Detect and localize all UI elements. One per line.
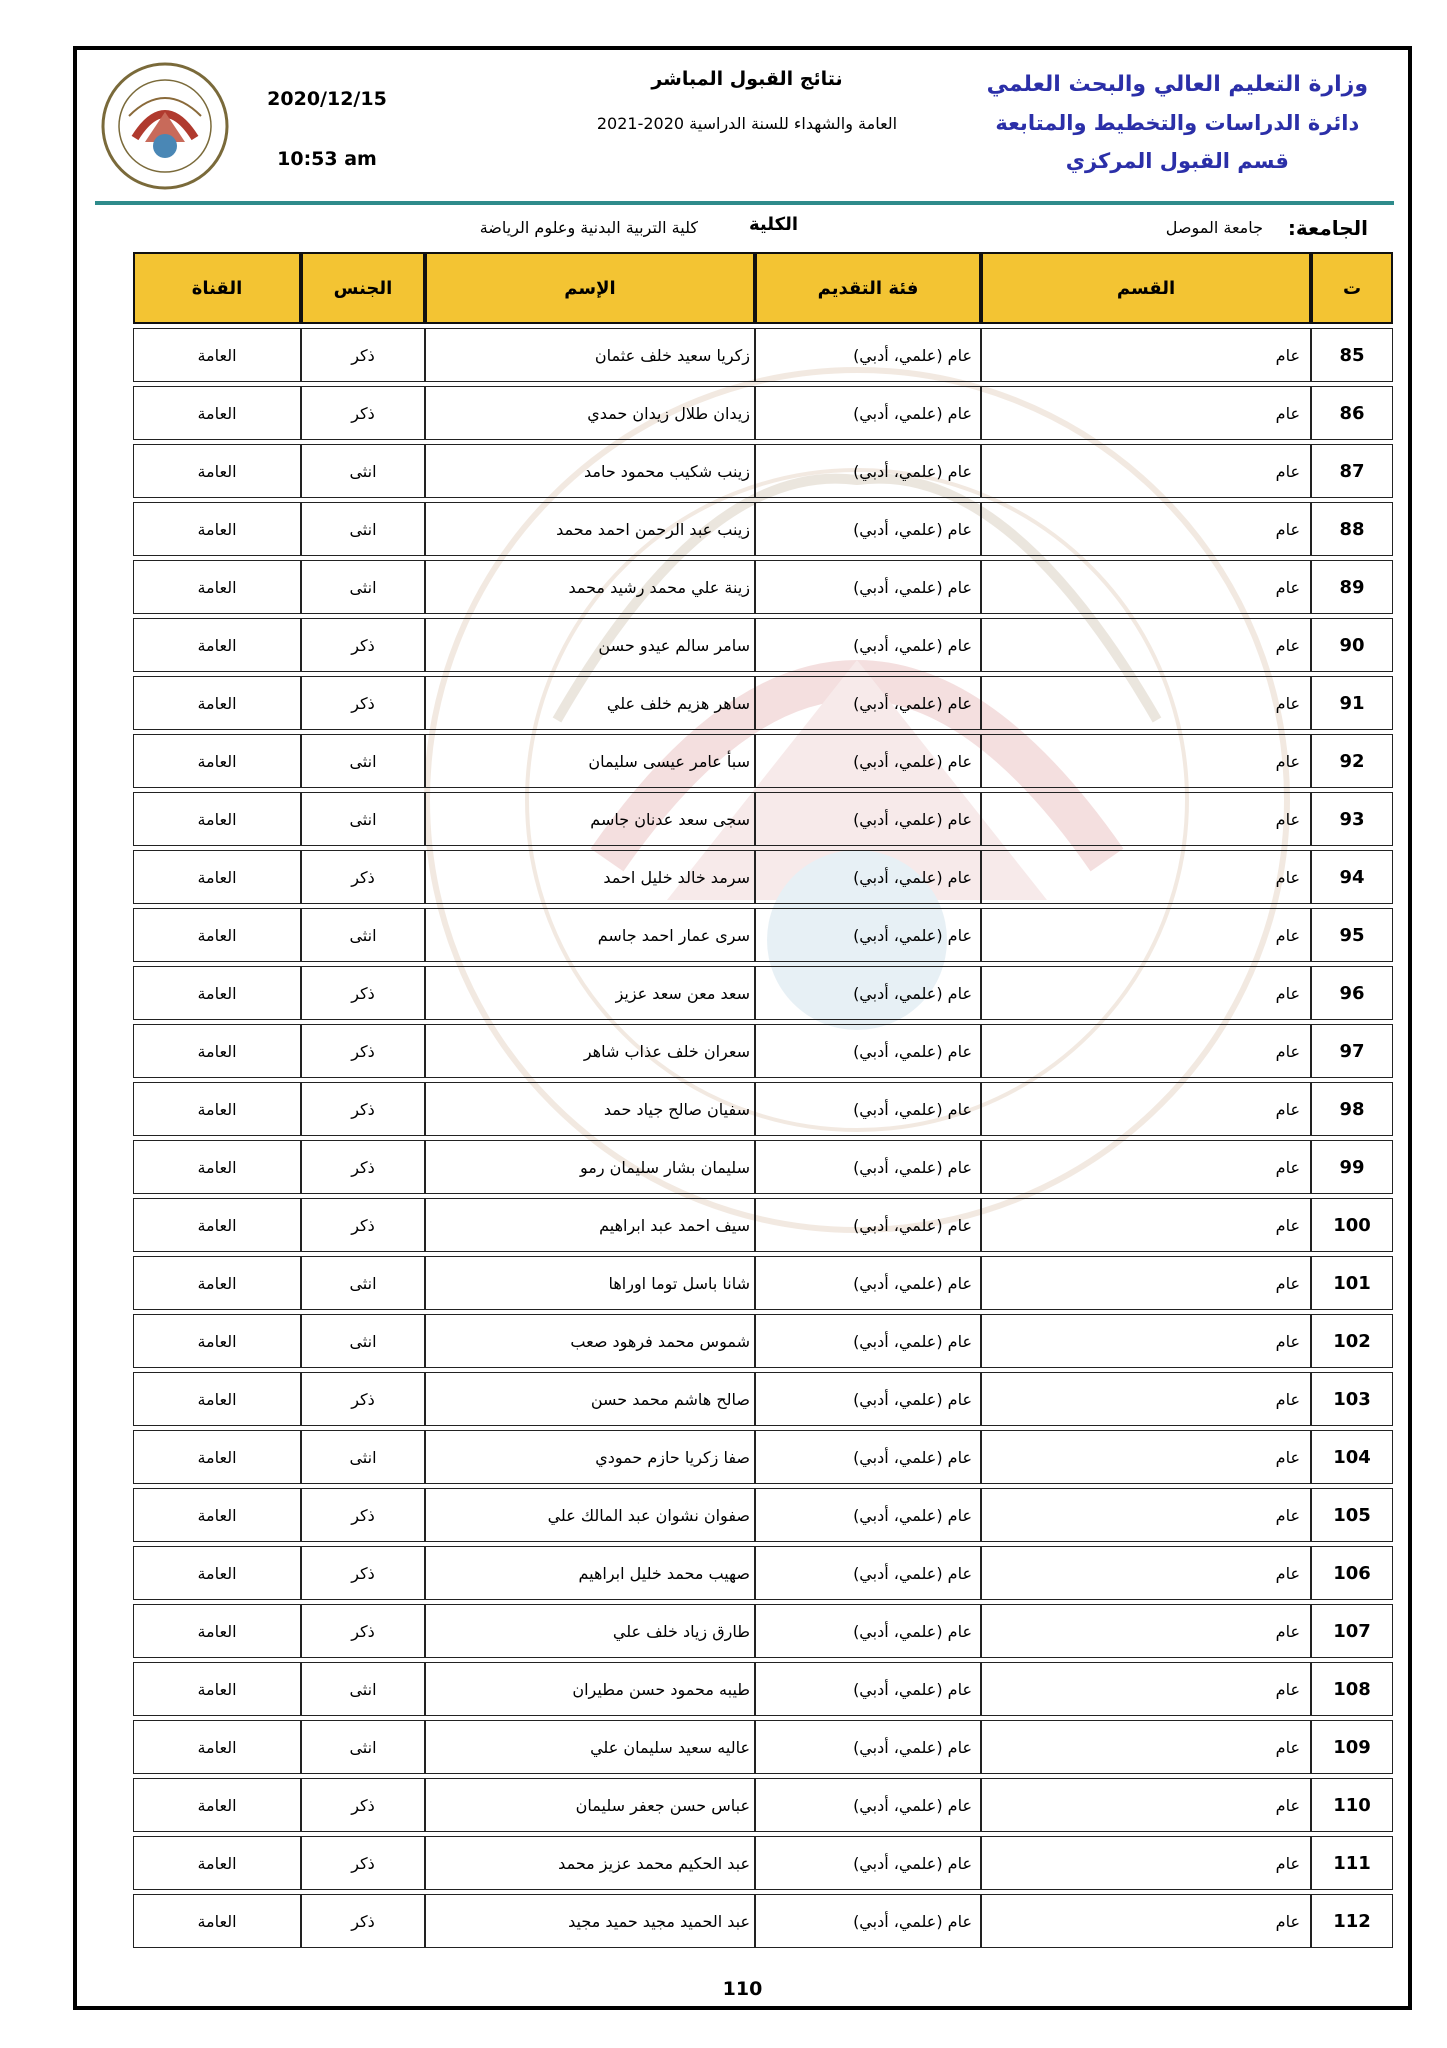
table-row bbox=[133, 1662, 1393, 1716]
student-name-cell: زكريا سعيد خلف عثمان bbox=[425, 328, 755, 382]
gender-cell: ذكر bbox=[301, 1372, 425, 1426]
table-row bbox=[133, 1894, 1393, 1948]
gender-cell: انثى bbox=[301, 444, 425, 498]
table-row bbox=[133, 792, 1393, 846]
table-row bbox=[133, 328, 1393, 382]
row-number: 107 bbox=[1311, 1604, 1393, 1658]
channel-cell: العامة bbox=[133, 908, 301, 962]
gender-cell: ذكر bbox=[301, 1836, 425, 1890]
channel-cell: العامة bbox=[133, 1546, 301, 1600]
student-name-cell: زينة علي محمد رشيد محمد bbox=[425, 560, 755, 614]
department-cell: عام bbox=[981, 618, 1311, 672]
student-name-cell: صفوان نشوان عبد المالك علي bbox=[425, 1488, 755, 1542]
row-number: 108 bbox=[1311, 1662, 1393, 1716]
university-label: الجامعة: bbox=[1287, 216, 1368, 240]
category-cell: عام (علمي، أدبي) bbox=[755, 1314, 981, 1368]
department-cell: عام bbox=[981, 966, 1311, 1020]
category-cell: عام (علمي، أدبي) bbox=[755, 618, 981, 672]
table-row bbox=[133, 1488, 1393, 1542]
category-cell: عام (علمي، أدبي) bbox=[755, 1488, 981, 1542]
gender-cell: انثى bbox=[301, 908, 425, 962]
category-cell: عام (علمي، أدبي) bbox=[755, 1836, 981, 1890]
department-cell: عام bbox=[981, 1604, 1311, 1658]
print-time: 10:53 am bbox=[277, 148, 377, 170]
student-name-cell: سعد معن سعد عزيز bbox=[425, 966, 755, 1020]
department-cell: عام bbox=[981, 676, 1311, 730]
college-label: الكلية bbox=[748, 214, 798, 235]
gender-cell: انثى bbox=[301, 734, 425, 788]
channel-cell: العامة bbox=[133, 444, 301, 498]
category-cell: عام (علمي، أدبي) bbox=[755, 1720, 981, 1774]
row-number: 88 bbox=[1311, 502, 1393, 556]
col-header-gender: الجنس bbox=[301, 252, 425, 324]
department-name: قسم القبول المركزي bbox=[1065, 149, 1289, 173]
channel-cell: العامة bbox=[133, 1082, 301, 1136]
col-header-num: ت bbox=[1311, 252, 1393, 324]
table-row bbox=[133, 734, 1393, 788]
college-value: كلية التربية البدنية وعلوم الرياضة bbox=[479, 218, 698, 237]
table-row bbox=[133, 1314, 1393, 1368]
department-cell: عام bbox=[981, 850, 1311, 904]
table-row bbox=[133, 850, 1393, 904]
row-number: 106 bbox=[1311, 1546, 1393, 1600]
table-row bbox=[133, 1430, 1393, 1484]
table-row bbox=[133, 1778, 1393, 1832]
student-name-cell: طيبه محمود حسن مطيران bbox=[425, 1662, 755, 1716]
category-cell: عام (علمي، أدبي) bbox=[755, 966, 981, 1020]
header-divider bbox=[95, 201, 1394, 205]
gender-cell: ذكر bbox=[301, 966, 425, 1020]
department-cell: عام bbox=[981, 1488, 1311, 1542]
channel-cell: العامة bbox=[133, 618, 301, 672]
table-row bbox=[133, 560, 1393, 614]
channel-cell: العامة bbox=[133, 560, 301, 614]
channel-cell: العامة bbox=[133, 1662, 301, 1716]
department-cell: عام bbox=[981, 1546, 1311, 1600]
category-cell: عام (علمي، أدبي) bbox=[755, 1256, 981, 1310]
table-row bbox=[133, 1372, 1393, 1426]
student-name-cell: طارق زياد خلف علي bbox=[425, 1604, 755, 1658]
document-header bbox=[77, 50, 1408, 200]
student-name-cell: عاليه سعيد سليمان علي bbox=[425, 1720, 755, 1774]
channel-cell: العامة bbox=[133, 1778, 301, 1832]
table-header-row bbox=[133, 252, 1393, 324]
gender-cell: ذكر bbox=[301, 1024, 425, 1078]
channel-cell: العامة bbox=[133, 1836, 301, 1890]
department-cell: عام bbox=[981, 1140, 1311, 1194]
student-name-cell: سفيان صالح جياد حمد bbox=[425, 1082, 755, 1136]
department-cell: عام bbox=[981, 1894, 1311, 1948]
category-cell: عام (علمي، أدبي) bbox=[755, 328, 981, 382]
table-row bbox=[133, 386, 1393, 440]
student-name-cell: سيف احمد عبد ابراهيم bbox=[425, 1198, 755, 1252]
category-cell: عام (علمي، أدبي) bbox=[755, 560, 981, 614]
category-cell: عام (علمي، أدبي) bbox=[755, 1662, 981, 1716]
row-number: 94 bbox=[1311, 850, 1393, 904]
student-name-cell: زيدان طلال زيدان حمدي bbox=[425, 386, 755, 440]
student-name-cell: شانا باسل توما اوراها bbox=[425, 1256, 755, 1310]
category-cell: عام (علمي، أدبي) bbox=[755, 386, 981, 440]
department-cell: عام bbox=[981, 1778, 1311, 1832]
category-cell: عام (علمي، أدبي) bbox=[755, 908, 981, 962]
col-header-name: الإسم bbox=[425, 252, 755, 324]
category-cell: عام (علمي، أدبي) bbox=[755, 1430, 981, 1484]
gender-cell: انثى bbox=[301, 1256, 425, 1310]
row-number: 110 bbox=[1311, 1778, 1393, 1832]
channel-cell: العامة bbox=[133, 1314, 301, 1368]
col-header-channel: القناة bbox=[133, 252, 301, 324]
date-block bbox=[252, 88, 402, 170]
row-number: 92 bbox=[1311, 734, 1393, 788]
university-value: جامعة الموصل bbox=[1165, 218, 1263, 237]
info-row bbox=[77, 210, 1408, 250]
category-cell: عام (علمي، أدبي) bbox=[755, 502, 981, 556]
gender-cell: ذكر bbox=[301, 1604, 425, 1658]
table-row bbox=[133, 502, 1393, 556]
channel-cell: العامة bbox=[133, 1894, 301, 1948]
category-cell: عام (علمي، أدبي) bbox=[755, 1372, 981, 1426]
row-number: 112 bbox=[1311, 1894, 1393, 1948]
student-name-cell: سليمان بشار سليمان رمو bbox=[425, 1140, 755, 1194]
channel-cell: العامة bbox=[133, 676, 301, 730]
department-cell: عام bbox=[981, 502, 1311, 556]
row-number: 99 bbox=[1311, 1140, 1393, 1194]
student-name-cell: سرمد خالد خليل احمد bbox=[425, 850, 755, 904]
student-name-cell: سجى سعد عدنان جاسم bbox=[425, 792, 755, 846]
page-subtitle: العامة والشهداء للسنة الدراسية 2020-2021 bbox=[596, 114, 898, 133]
ministry-logo bbox=[99, 60, 231, 192]
department-cell: عام bbox=[981, 1836, 1311, 1890]
row-number: 109 bbox=[1311, 1720, 1393, 1774]
col-header-category: فئة التقديم bbox=[755, 252, 981, 324]
category-cell: عام (علمي، أدبي) bbox=[755, 734, 981, 788]
channel-cell: العامة bbox=[133, 1372, 301, 1426]
student-name-cell: صهيب محمد خليل ابراهيم bbox=[425, 1546, 755, 1600]
row-number: 102 bbox=[1311, 1314, 1393, 1368]
department-cell: عام bbox=[981, 734, 1311, 788]
table-row bbox=[133, 1836, 1393, 1890]
gender-cell: ذكر bbox=[301, 618, 425, 672]
table-row bbox=[133, 1082, 1393, 1136]
table-row bbox=[133, 1546, 1393, 1600]
gender-cell: انثى bbox=[301, 1662, 425, 1716]
channel-cell: العامة bbox=[133, 966, 301, 1020]
gender-cell: انثى bbox=[301, 1720, 425, 1774]
table-row bbox=[133, 676, 1393, 730]
row-number: 95 bbox=[1311, 908, 1393, 962]
gender-cell: ذكر bbox=[301, 1198, 425, 1252]
student-name-cell: عباس حسن جعفر سليمان bbox=[425, 1778, 755, 1832]
row-number: 103 bbox=[1311, 1372, 1393, 1426]
category-cell: عام (علمي، أدبي) bbox=[755, 676, 981, 730]
row-number: 111 bbox=[1311, 1836, 1393, 1890]
page-title: نتائج القبول المباشر bbox=[651, 68, 843, 90]
row-number: 89 bbox=[1311, 560, 1393, 614]
table-row bbox=[133, 1604, 1393, 1658]
student-name-cell: زينب عبد الرحمن احمد محمد bbox=[425, 502, 755, 556]
category-cell: عام (علمي، أدبي) bbox=[755, 1546, 981, 1600]
page-frame bbox=[73, 46, 1412, 2010]
category-cell: عام (علمي، أدبي) bbox=[755, 1778, 981, 1832]
department-cell: عام bbox=[981, 560, 1311, 614]
category-cell: عام (علمي، أدبي) bbox=[755, 850, 981, 904]
department-cell: عام bbox=[981, 1662, 1311, 1716]
title-block bbox=[547, 68, 947, 133]
gender-cell: ذكر bbox=[301, 1778, 425, 1832]
row-number: 101 bbox=[1311, 1256, 1393, 1310]
channel-cell: العامة bbox=[133, 850, 301, 904]
channel-cell: العامة bbox=[133, 328, 301, 382]
student-name-cell: صفا زكريا حازم حمودي bbox=[425, 1430, 755, 1484]
row-number: 87 bbox=[1311, 444, 1393, 498]
ministry-block bbox=[987, 66, 1368, 180]
department-cell: عام bbox=[981, 1430, 1311, 1484]
student-name-cell: شموس محمد فرهود صعب bbox=[425, 1314, 755, 1368]
department-cell: عام bbox=[981, 444, 1311, 498]
row-number: 97 bbox=[1311, 1024, 1393, 1078]
page-number: 110 bbox=[722, 1978, 763, 2000]
category-cell: عام (علمي، أدبي) bbox=[755, 1140, 981, 1194]
directorate-name: دائرة الدراسات والتخطيط والمتابعة bbox=[995, 111, 1360, 135]
table-row bbox=[133, 1198, 1393, 1252]
department-cell: عام bbox=[981, 1198, 1311, 1252]
student-name-cell: سامر سالم عيدو حسن bbox=[425, 618, 755, 672]
gender-cell: ذكر bbox=[301, 676, 425, 730]
gender-cell: انثى bbox=[301, 1314, 425, 1368]
department-cell: عام bbox=[981, 1720, 1311, 1774]
row-number: 105 bbox=[1311, 1488, 1393, 1542]
channel-cell: العامة bbox=[133, 1256, 301, 1310]
department-cell: عام bbox=[981, 1024, 1311, 1078]
channel-cell: العامة bbox=[133, 1140, 301, 1194]
channel-cell: العامة bbox=[133, 1720, 301, 1774]
gender-cell: ذكر bbox=[301, 850, 425, 904]
channel-cell: العامة bbox=[133, 792, 301, 846]
category-cell: عام (علمي، أدبي) bbox=[755, 1198, 981, 1252]
gender-cell: ذكر bbox=[301, 1546, 425, 1600]
print-date: 2020/12/15 bbox=[267, 88, 387, 110]
table-row bbox=[133, 618, 1393, 672]
gender-cell: ذكر bbox=[301, 1894, 425, 1948]
department-cell: عام bbox=[981, 1256, 1311, 1310]
category-cell: عام (علمي، أدبي) bbox=[755, 1082, 981, 1136]
student-name-cell: صالح هاشم محمد حسن bbox=[425, 1372, 755, 1426]
gender-cell: انثى bbox=[301, 1430, 425, 1484]
department-cell: عام bbox=[981, 1082, 1311, 1136]
channel-cell: العامة bbox=[133, 502, 301, 556]
row-number: 100 bbox=[1311, 1198, 1393, 1252]
student-name-cell: سرى عمار احمد جاسم bbox=[425, 908, 755, 962]
table-body bbox=[133, 328, 1393, 1948]
row-number: 86 bbox=[1311, 386, 1393, 440]
row-number: 93 bbox=[1311, 792, 1393, 846]
category-cell: عام (علمي، أدبي) bbox=[755, 1604, 981, 1658]
student-name-cell: ساهر هزيم خلف علي bbox=[425, 676, 755, 730]
gender-cell: انثى bbox=[301, 792, 425, 846]
department-cell: عام bbox=[981, 328, 1311, 382]
row-number: 96 bbox=[1311, 966, 1393, 1020]
department-cell: عام bbox=[981, 386, 1311, 440]
row-number: 98 bbox=[1311, 1082, 1393, 1136]
channel-cell: العامة bbox=[133, 734, 301, 788]
gender-cell: ذكر bbox=[301, 328, 425, 382]
department-cell: عام bbox=[981, 1314, 1311, 1368]
channel-cell: العامة bbox=[133, 1024, 301, 1078]
department-cell: عام bbox=[981, 908, 1311, 962]
table-row bbox=[133, 966, 1393, 1020]
ministry-name: وزارة التعليم العالي والبحث العلمي bbox=[986, 72, 1368, 97]
col-header-dept: القسم bbox=[981, 252, 1311, 324]
department-cell: عام bbox=[981, 1372, 1311, 1426]
gender-cell: انثى bbox=[301, 560, 425, 614]
admission-results-table bbox=[133, 248, 1393, 1952]
student-name-cell: عبد الحكيم محمد عزيز محمد bbox=[425, 1836, 755, 1890]
category-cell: عام (علمي، أدبي) bbox=[755, 792, 981, 846]
channel-cell: العامة bbox=[133, 1198, 301, 1252]
department-cell: عام bbox=[981, 792, 1311, 846]
gender-cell: ذكر bbox=[301, 1082, 425, 1136]
table-row bbox=[133, 444, 1393, 498]
category-cell: عام (علمي، أدبي) bbox=[755, 444, 981, 498]
category-cell: عام (علمي، أدبي) bbox=[755, 1894, 981, 1948]
student-name-cell: سبأ عامر عيسى سليمان bbox=[425, 734, 755, 788]
gender-cell: انثى bbox=[301, 502, 425, 556]
student-name-cell: عبد الحميد مجيد حميد مجيد bbox=[425, 1894, 755, 1948]
table-row bbox=[133, 1024, 1393, 1078]
row-number: 104 bbox=[1311, 1430, 1393, 1484]
channel-cell: العامة bbox=[133, 1430, 301, 1484]
table-row bbox=[133, 1720, 1393, 1774]
table-row bbox=[133, 1140, 1393, 1194]
gender-cell: ذكر bbox=[301, 1140, 425, 1194]
channel-cell: العامة bbox=[133, 1604, 301, 1658]
row-number: 91 bbox=[1311, 676, 1393, 730]
row-number: 85 bbox=[1311, 328, 1393, 382]
table-row bbox=[133, 1256, 1393, 1310]
channel-cell: العامة bbox=[133, 1488, 301, 1542]
student-name-cell: سعران خلف عذاب شاهر bbox=[425, 1024, 755, 1078]
category-cell: عام (علمي، أدبي) bbox=[755, 1024, 981, 1078]
channel-cell: العامة bbox=[133, 386, 301, 440]
row-number: 90 bbox=[1311, 618, 1393, 672]
student-name-cell: زينب شكيب محمود حامد bbox=[425, 444, 755, 498]
gender-cell: ذكر bbox=[301, 1488, 425, 1542]
table-row bbox=[133, 908, 1393, 962]
gender-cell: ذكر bbox=[301, 386, 425, 440]
